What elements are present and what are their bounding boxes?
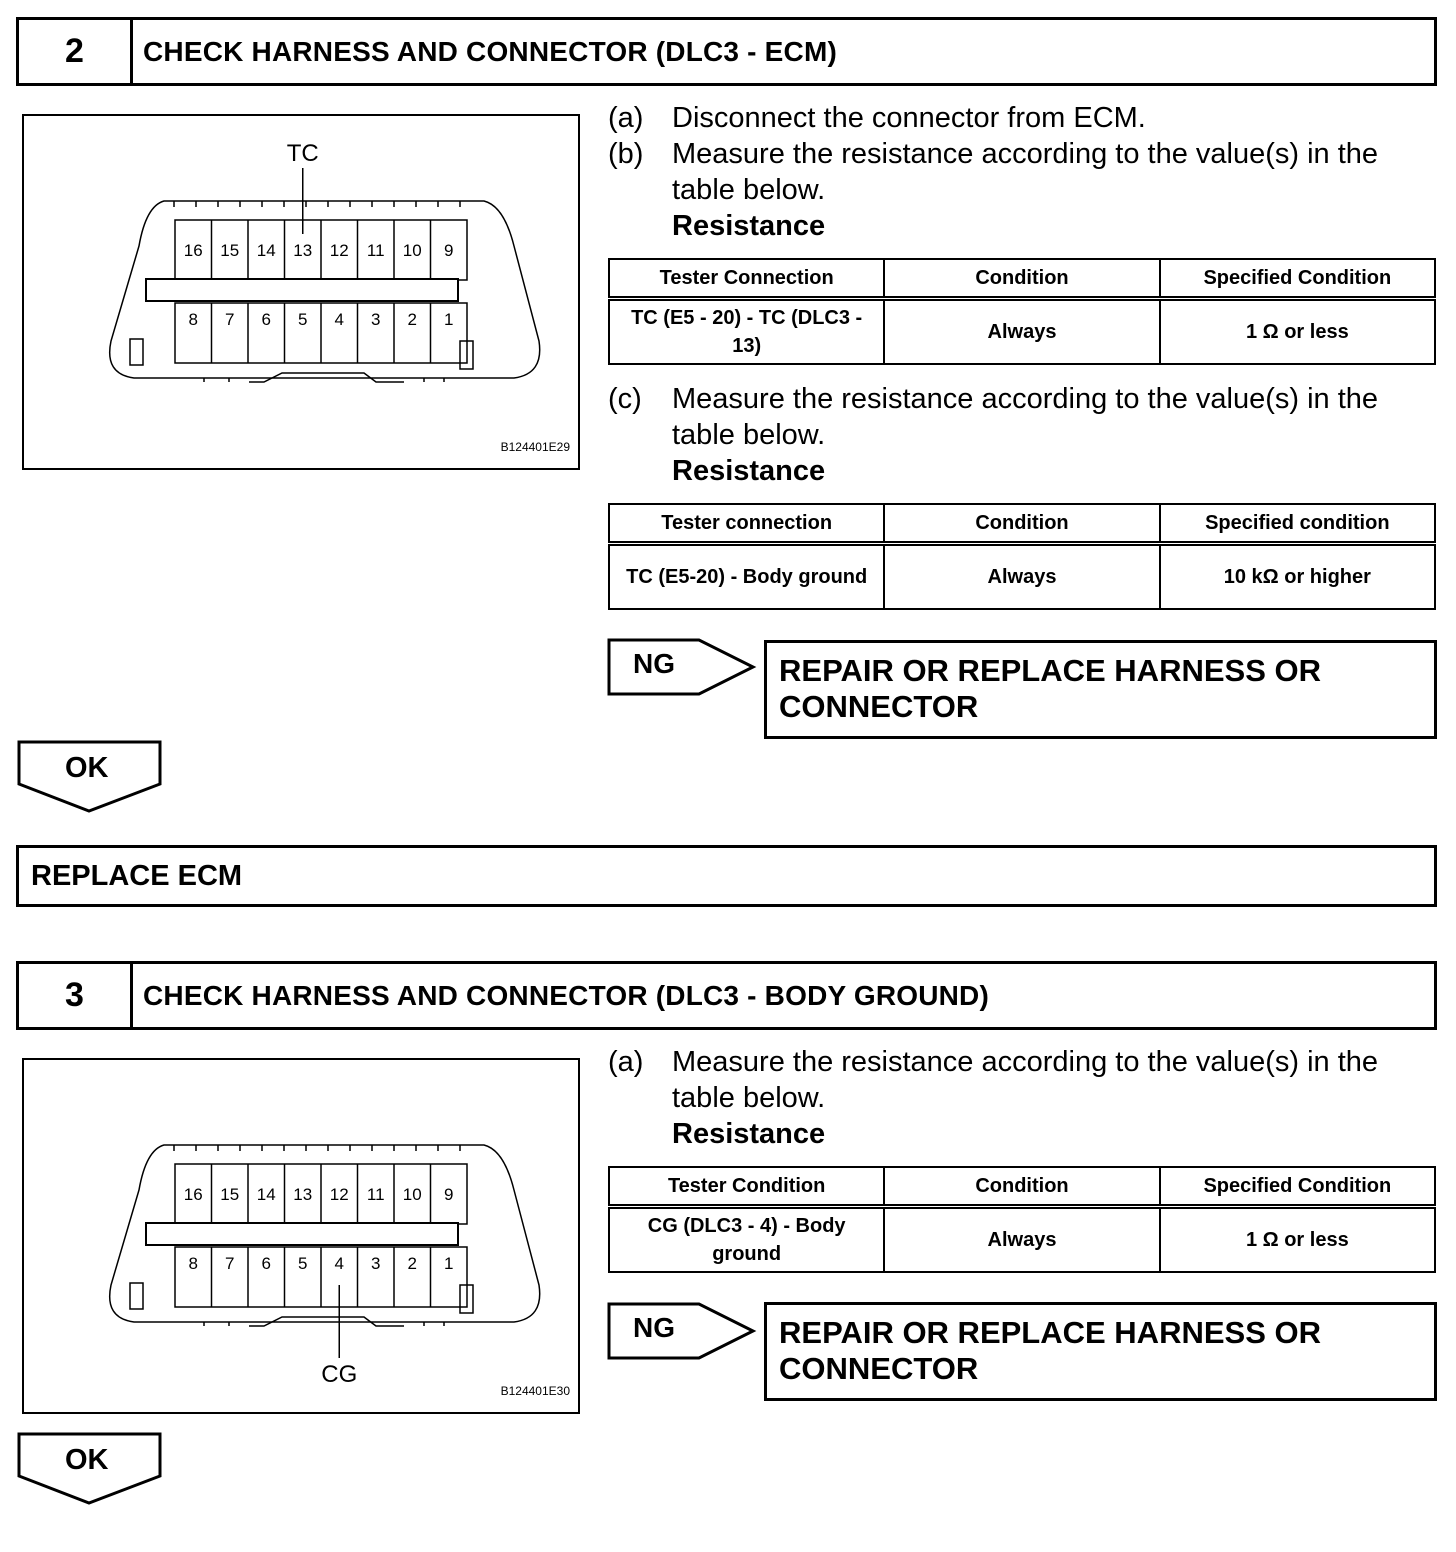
pin-number: 2 (407, 1254, 417, 1273)
table-cell: Always (884, 299, 1159, 365)
ok-arrow (17, 740, 163, 814)
pin-number: 3 (371, 310, 381, 329)
pin-number: 7 (225, 1254, 235, 1273)
instruction-c-block (608, 381, 1438, 489)
table-cell: Always (884, 544, 1159, 610)
table-header: Condition (884, 1167, 1159, 1207)
instruction-text: Measure the resistance according to the value(s) in the table below. (672, 1046, 1379, 1114)
ng-arrow (607, 638, 759, 698)
ok-label: OK (65, 1444, 109, 1476)
ng-label: NG (633, 1312, 675, 1343)
instruction-label: (a) (608, 1046, 644, 1078)
pin-number: 2 (407, 310, 417, 329)
pin-number: 10 (402, 1185, 422, 1204)
pin-number: 16 (183, 1185, 203, 1204)
table-header: Tester Connection (609, 259, 884, 299)
connector-notches (174, 1145, 460, 1151)
pin-number: 13 (293, 241, 313, 260)
pin-number: 15 (220, 1185, 240, 1204)
table-cell: 10 kΩ or higher (1160, 544, 1435, 610)
pin-number: 9 (444, 241, 454, 260)
table-cell: 1 Ω or less (1160, 1207, 1435, 1273)
table-row (609, 544, 1435, 610)
table-header: Tester connection (609, 504, 884, 544)
ng-action-box: REPAIR OR REPLACE HARNESS OR CONNECTOR (764, 1302, 1437, 1401)
pin-number: 15 (220, 241, 240, 260)
resistance-heading: Resistance (672, 210, 826, 242)
step-title: CHECK HARNESS AND CONNECTOR (DLC3 - BODY GROUND) (143, 979, 990, 1011)
table-header: Tester Condition (609, 1167, 884, 1207)
table-cell: Always (884, 1207, 1159, 1273)
table-cell: CG (DLC3 - 4) - Body ground (609, 1207, 884, 1273)
instruction-text: Measure the resistance according to the value(s) in the table below. (672, 383, 1379, 451)
pin-number: 5 (298, 310, 308, 329)
resistance-heading: Resistance (672, 1118, 826, 1150)
pin-number: 14 (256, 1185, 276, 1204)
pin-number: 7 (225, 310, 235, 329)
connector-notches (174, 201, 460, 207)
resistance-table-2 (608, 503, 1436, 610)
figure-code: B124401E29 (500, 440, 570, 454)
table-cell: TC (E5 - 20) - TC (DLC3 - 13) (609, 299, 884, 365)
step-number: 2 (19, 20, 133, 83)
pin-number: 11 (366, 1185, 385, 1204)
connector-center-bar (146, 279, 458, 301)
ng-label: NG (633, 648, 675, 679)
pin-number: 6 (261, 1254, 271, 1273)
table-header: Specified Condition (1160, 1167, 1435, 1207)
replace-ecm-box: REPLACE ECM (16, 845, 1437, 907)
step-2-header (16, 17, 1437, 86)
table-header: Condition (884, 259, 1159, 299)
pin-number: 10 (402, 241, 422, 260)
table-header: Specified condition (1160, 504, 1435, 544)
instruction-label: (a) (608, 102, 644, 134)
table-row (609, 299, 1435, 365)
instruction-text: Measure the resistance according to the value(s) in the table below. (672, 138, 1379, 206)
step-3-header (16, 961, 1437, 1030)
guide-slot (130, 1283, 143, 1309)
figure-code: B124401E30 (500, 1384, 570, 1398)
instruction-c (608, 381, 1438, 453)
ok-label: OK (65, 752, 109, 784)
resistance-table-3 (608, 1166, 1436, 1273)
instruction-a (608, 1044, 1438, 1116)
instruction-a (608, 100, 1438, 136)
pin-number: 9 (444, 1185, 454, 1204)
pin-number: 12 (329, 241, 349, 260)
right-arrow-icon (607, 1302, 759, 1362)
pin-number: 16 (183, 241, 203, 260)
instruction-label: (c) (608, 383, 642, 415)
table-row (609, 1207, 1435, 1273)
resistance-heading: Resistance (672, 455, 826, 487)
table-header: Condition (884, 504, 1159, 544)
connector-drawing (24, 116, 580, 468)
pin-callout-label: TC (286, 140, 319, 167)
right-arrow-icon (607, 638, 759, 698)
ng-action-box: REPAIR OR REPLACE HARNESS OR CONNECTOR (764, 640, 1437, 739)
pin-number: 1 (444, 1254, 454, 1273)
instructions-step-3 (608, 1044, 1438, 1152)
pin-number: 4 (334, 1254, 344, 1273)
guide-slot (130, 339, 143, 365)
table-cell: 1 Ω or less (1160, 299, 1435, 365)
pin-number: 12 (329, 1185, 349, 1204)
ng-arrow (607, 1302, 759, 1362)
dlc3-connector-diagram (22, 114, 580, 470)
pin-number: 3 (371, 1254, 381, 1273)
pin-number: 8 (188, 310, 198, 329)
instructions-step-2 (608, 100, 1438, 244)
connector-center-bar (146, 1223, 458, 1245)
pin-number: 5 (298, 1254, 308, 1273)
connector-drawing (24, 1060, 580, 1412)
dlc3-connector-diagram (22, 1058, 580, 1414)
step-number: 3 (19, 964, 133, 1027)
table-cell: TC (E5-20) - Body ground (609, 544, 884, 610)
instruction-b (608, 136, 1438, 208)
pin-number: 14 (256, 241, 276, 260)
resistance-table-1 (608, 258, 1436, 365)
pin-callout-label: CG (321, 1361, 358, 1388)
pin-number: 11 (366, 241, 385, 260)
pin-number: 6 (261, 310, 271, 329)
table-header: Specified Condition (1160, 259, 1435, 299)
pin-number: 13 (293, 1185, 313, 1204)
instruction-text: Disconnect the connector from ECM. (672, 102, 1146, 134)
step-title: CHECK HARNESS AND CONNECTOR (DLC3 - ECM) (143, 35, 838, 67)
pin-number: 4 (334, 310, 344, 329)
pin-number: 1 (444, 310, 454, 329)
pin-number: 8 (188, 1254, 198, 1273)
instruction-label: (b) (608, 138, 644, 170)
ok-arrow (17, 1432, 163, 1506)
